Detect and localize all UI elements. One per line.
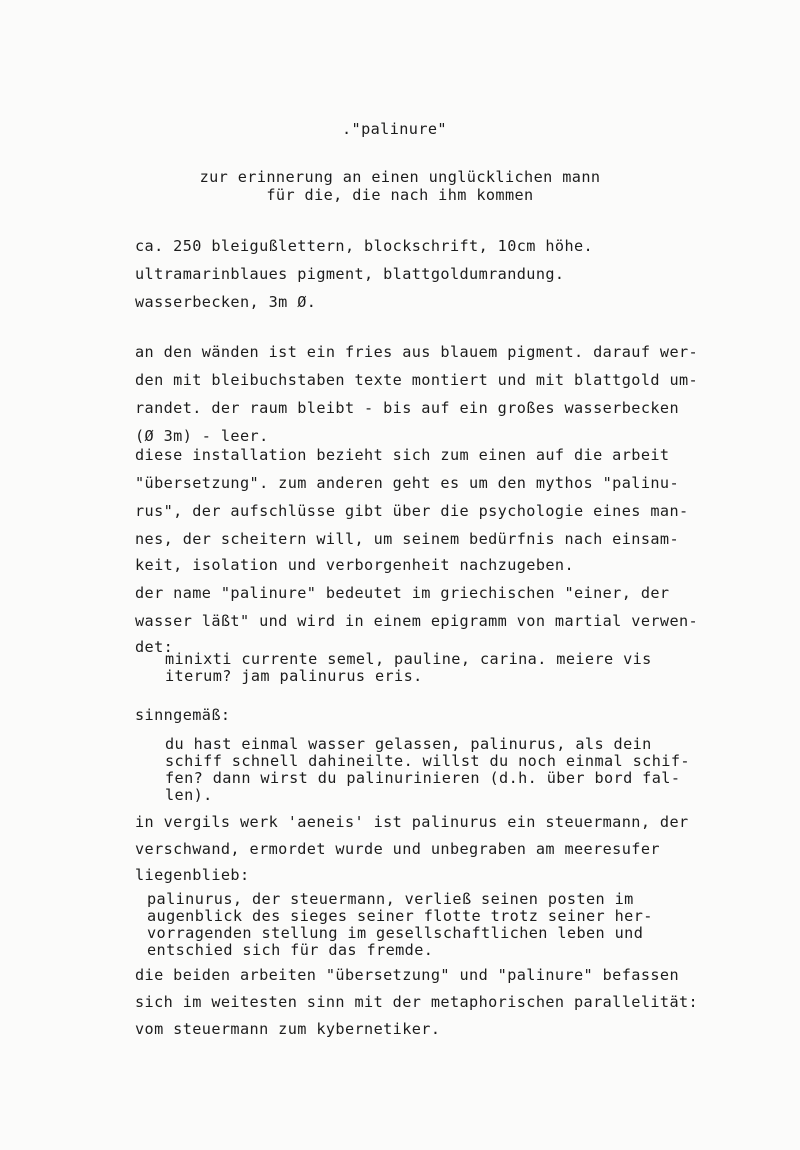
body-line: nes, der scheitern will, um seinem bedürfnis nach einsam- [135, 530, 679, 548]
latin-quote-line: minixti currente semel, pauline, carina. meiere vis [165, 650, 652, 668]
body-line: diese installation bezieht sich zum einen auf die arbeit [135, 446, 670, 464]
body-line: den mit bleibuchstaben texte montiert und mit blattgold um- [135, 371, 699, 389]
spec-line: ultramarinblaues pigment, blattgoldumrandung. [135, 265, 565, 283]
body-line: der name "palinure" bedeutet im griechischen "einer, der [135, 584, 670, 602]
german-quote-line: schiff schnell dahineilte. willst du noch einmal schif- [165, 752, 690, 770]
body-line: in vergils werk 'aeneis' ist palinurus ein steuermann, der [135, 813, 689, 831]
subtitle-line: für die, die nach ihm kommen [266, 186, 534, 204]
spec-line: wasserbecken, 3m Ø. [135, 293, 317, 311]
body-line: randet. der raum bleibt - bis auf ein großes wasserbecken [135, 399, 679, 417]
aeneis-quote-line: entschied sich für das fremde. [147, 941, 434, 959]
body-line: die beiden arbeiten "übersetzung" und "palinure" befassen [135, 966, 679, 984]
body-line: rus", der aufschlüsse gibt über die psychologie eines man- [135, 502, 689, 520]
body-line: "übersetzung". zum anderen geht es um den mythos "palinu- [135, 474, 679, 492]
spec-line: ca. 250 bleigußlettern, blockschrift, 10cm höhe. [135, 237, 594, 255]
german-quote-line: du hast einmal wasser gelassen, palinurus, als dein [165, 735, 652, 753]
body-line: an den wänden ist ein fries aus blauem pigment. darauf wer- [135, 343, 699, 361]
body-line: verschwand, ermordet wurde und unbegraben am meeresufer [135, 840, 660, 858]
body-line: det: [135, 638, 174, 656]
aeneis-quote-line: palinurus, der steuermann, verließ seinen posten im [147, 890, 634, 908]
body-line: keit, isolation und verborgenheit nachzugeben. [135, 556, 575, 574]
german-quote-line: len). [165, 786, 213, 804]
sinngemaess-label: sinngemäß: [135, 706, 231, 724]
subtitle-line: zur erinnerung an einen unglücklichen mann [199, 168, 601, 186]
german-quote-line: fen? dann wirst du palinurinieren (d.h. über bord fal- [165, 769, 681, 787]
body-line: liegenblieb: [135, 866, 250, 884]
body-line: (Ø 3m) - leer. [135, 427, 269, 445]
body-line: sich im weitesten sinn mit der metaphorischen parallelität: [135, 993, 699, 1011]
document-title: ."palinure" [342, 120, 447, 138]
aeneis-quote-line: augenblick des sieges seiner flotte trotz seiner her- [147, 907, 653, 925]
latin-quote-line: iterum? jam palinurus eris. [165, 667, 423, 685]
aeneis-quote-line: vorragenden stellung im gesellschaftlichen leben und [147, 924, 644, 942]
body-line: vom steuermann zum kybernetiker. [135, 1020, 441, 1038]
body-line: wasser läßt" und wird in einem epigramm von martial verwen- [135, 612, 699, 630]
